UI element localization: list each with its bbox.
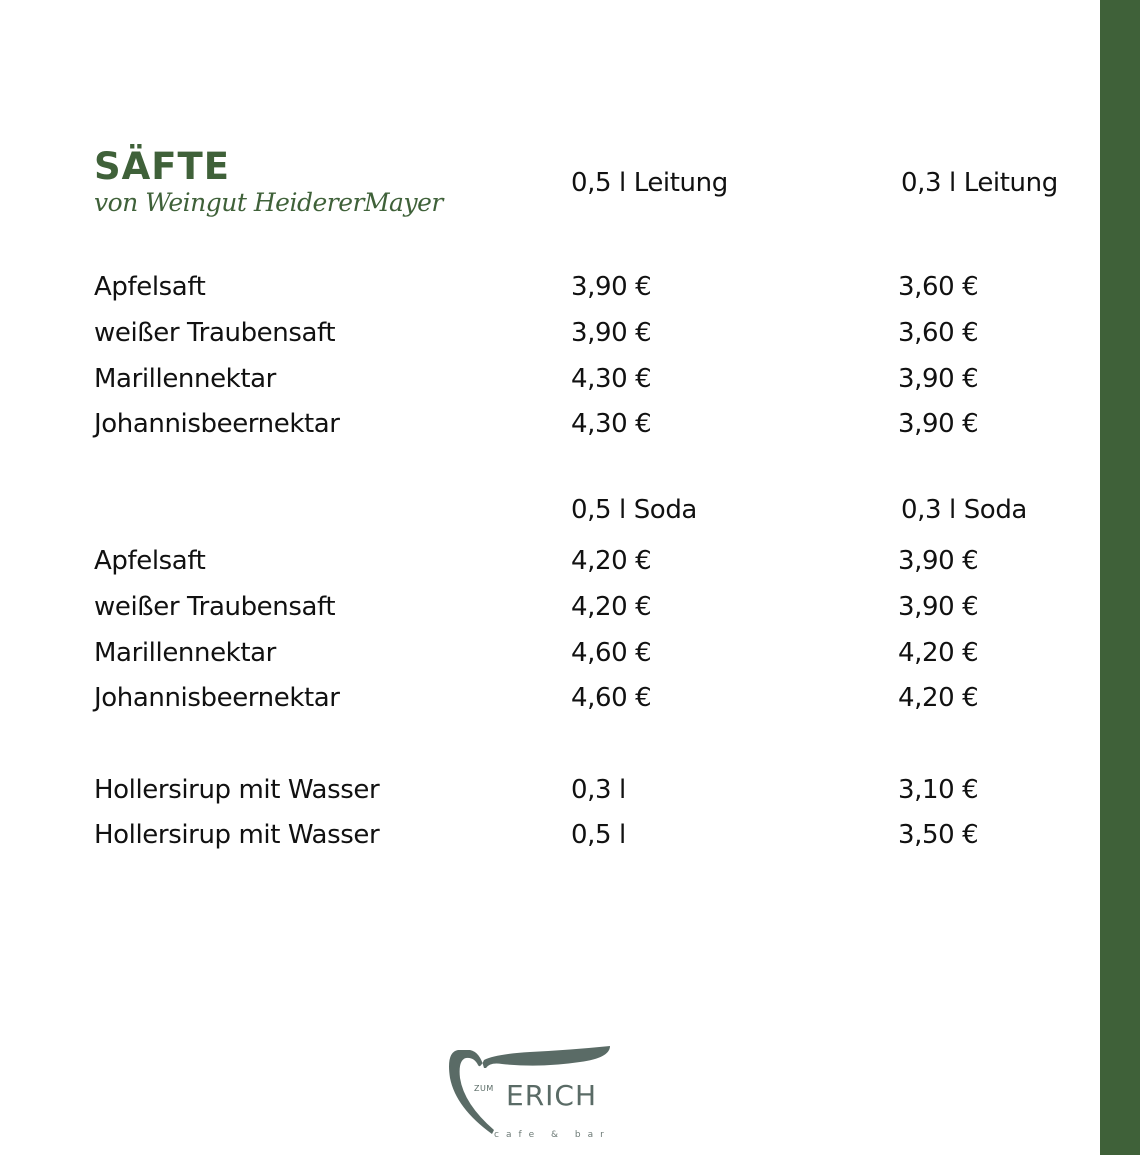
item-price: 4,20 € [571, 546, 652, 576]
zum-erich-logo [440, 1038, 630, 1148]
item-price: 4,20 € [898, 638, 979, 668]
logo-wordmark: ERICH [506, 1079, 598, 1112]
item-price: 4,20 € [898, 683, 979, 713]
item-price: 3,60 € [898, 272, 979, 302]
item-price: 3,10 € [898, 775, 979, 805]
logo-small-text: ZUM [474, 1084, 494, 1093]
item-price: 3,90 € [571, 272, 652, 302]
item-price: 3,90 € [898, 409, 979, 439]
item-name: weißer Traubensaft [94, 318, 336, 348]
side-band [1100, 0, 1140, 1155]
item-size: 0,3 l [571, 775, 626, 805]
item-price: 4,30 € [571, 364, 652, 394]
item-name: Johannisbeernektar [94, 683, 340, 713]
item-price: 4,20 € [571, 592, 652, 622]
item-name: Apfelsaft [94, 272, 206, 302]
col-head-0-3-soda: 0,3 l Soda [901, 495, 1027, 525]
menu-title: SÄFTE [94, 145, 231, 188]
item-price: 4,60 € [571, 638, 652, 668]
item-price: 3,60 € [898, 318, 979, 348]
item-price: 3,90 € [571, 318, 652, 348]
item-price: 3,90 € [898, 364, 979, 394]
item-price: 3,90 € [898, 592, 979, 622]
logo-tagline: cafe & bar [494, 1130, 611, 1140]
item-name: Apfelsaft [94, 546, 206, 576]
col-head-0-3-leitung: 0,3 l Leitung [901, 168, 1058, 198]
col-head-0-5-soda: 0,5 l Soda [571, 495, 697, 525]
item-size: 0,5 l [571, 820, 626, 850]
item-name: Marillennektar [94, 638, 276, 668]
item-price: 4,60 € [571, 683, 652, 713]
col-head-0-5-leitung: 0,5 l Leitung [571, 168, 728, 198]
item-name: Marillennektar [94, 364, 276, 394]
menu-subtitle: von Weingut HeidererMayer [94, 188, 443, 217]
item-name: Johannisbeernektar [94, 409, 340, 439]
item-price: 4,30 € [571, 409, 652, 439]
item-price: 3,50 € [898, 820, 979, 850]
item-name: Hollersirup mit Wasser [94, 820, 380, 850]
item-name: weißer Traubensaft [94, 592, 336, 622]
item-price: 3,90 € [898, 546, 979, 576]
menu-page [94, 0, 1094, 1155]
item-name: Hollersirup mit Wasser [94, 775, 380, 805]
